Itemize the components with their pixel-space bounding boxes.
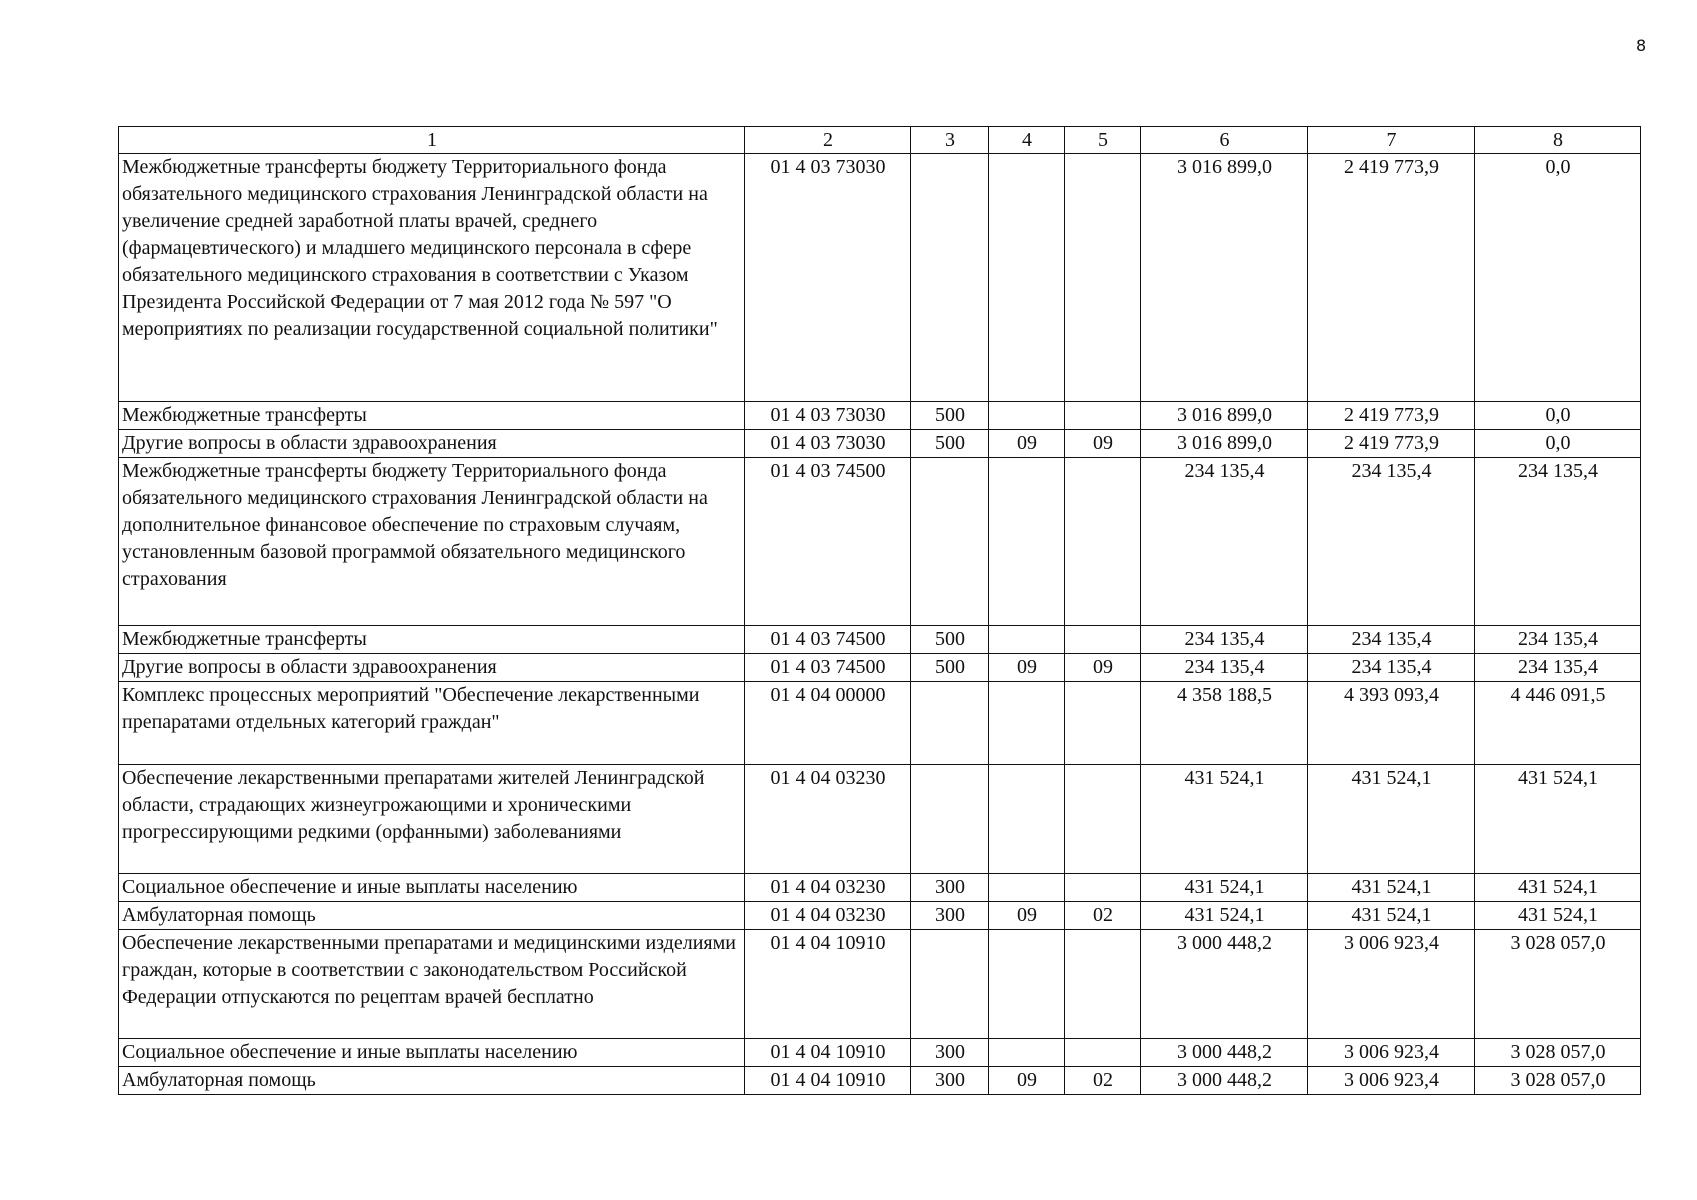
table-row <box>119 430 1641 458</box>
amount-cell: 234 135,4 <box>1308 626 1475 654</box>
table-row <box>119 902 1641 930</box>
subsection-cell <box>1065 154 1141 402</box>
amount-cell: 2 419 773,9 <box>1308 402 1475 430</box>
section-cell <box>989 682 1065 765</box>
section-cell <box>989 402 1065 430</box>
section-cell <box>989 154 1065 402</box>
amount-cell: 3 006 923,4 <box>1308 1039 1475 1067</box>
item-name-cell: Межбюджетные трансферты бюджету Территориального фонда обязательного медицинского страхования Ленинградской области на увеличение средней заработной платы врачей, среднего (фармацевтического) и младшего медицинского персонала в сфере обязательного медицинского страхования в соответствии с Указом Президента Российской Федерации от 7 мая 2012 года № 597 "О мероприятиях по реализации государственной социальной политики" <box>119 154 745 402</box>
target-code-cell: 01 4 04 10910 <box>745 1039 911 1067</box>
item-name-cell: Другие вопросы в области здравоохранения <box>119 430 745 458</box>
item-name-cell: Межбюджетные трансферты <box>119 402 745 430</box>
expense-type-cell: 500 <box>911 402 989 430</box>
amount-cell: 431 524,1 <box>1141 902 1308 930</box>
expense-type-cell: 300 <box>911 1039 989 1067</box>
target-code-cell: 01 4 04 03230 <box>745 902 911 930</box>
column-number-cell: 7 <box>1308 127 1475 154</box>
item-name-cell: Обеспечение лекарственными препаратами и медицинскими изделиями граждан, которые в соответствии с законодательством Российской Федерации отпускаются по рецептам врачей бесплатно <box>119 930 745 1039</box>
amount-cell: 3 000 448,2 <box>1141 930 1308 1039</box>
expense-type-cell: 300 <box>911 902 989 930</box>
expense-type-cell <box>911 458 989 626</box>
section-cell <box>989 626 1065 654</box>
column-number-cell: 3 <box>911 127 989 154</box>
table-row <box>119 765 1641 874</box>
target-code-cell: 01 4 04 03230 <box>745 765 911 874</box>
item-name-cell: Обеспечение лекарственными препаратами жителей Ленинградской области, страдающих жизнеугрожающими и хроническими прогрессирующими редкими (орфанными) заболеваниями <box>119 765 745 874</box>
amount-cell: 234 135,4 <box>1475 626 1641 654</box>
table-row <box>119 930 1641 1039</box>
subsection-cell <box>1065 874 1141 902</box>
amount-cell: 234 135,4 <box>1141 458 1308 626</box>
expense-type-cell: 300 <box>911 874 989 902</box>
expense-type-cell: 500 <box>911 654 989 682</box>
amount-cell: 431 524,1 <box>1475 902 1641 930</box>
section-cell <box>989 1039 1065 1067</box>
amount-cell: 0,0 <box>1475 402 1641 430</box>
amount-cell: 431 524,1 <box>1308 902 1475 930</box>
table-row <box>119 682 1641 765</box>
target-code-cell: 01 4 03 74500 <box>745 626 911 654</box>
column-number-cell: 5 <box>1065 127 1141 154</box>
amount-cell: 2 419 773,9 <box>1308 154 1475 402</box>
subsection-cell: 09 <box>1065 654 1141 682</box>
amount-cell: 431 524,1 <box>1141 765 1308 874</box>
column-number-cell: 6 <box>1141 127 1308 154</box>
table-row <box>119 654 1641 682</box>
column-number-cell: 8 <box>1475 127 1641 154</box>
amount-cell: 0,0 <box>1475 154 1641 402</box>
page-number: 8 <box>1636 36 1647 55</box>
amount-cell: 234 135,4 <box>1308 654 1475 682</box>
subsection-cell <box>1065 626 1141 654</box>
section-cell <box>989 874 1065 902</box>
amount-cell: 431 524,1 <box>1308 765 1475 874</box>
amount-cell: 431 524,1 <box>1308 874 1475 902</box>
target-code-cell: 01 4 04 10910 <box>745 930 911 1039</box>
subsection-cell <box>1065 765 1141 874</box>
subsection-cell: 02 <box>1065 902 1141 930</box>
target-code-cell: 01 4 03 74500 <box>745 654 911 682</box>
amount-cell: 3 006 923,4 <box>1308 930 1475 1039</box>
amount-cell: 4 393 093,4 <box>1308 682 1475 765</box>
section-cell: 09 <box>989 430 1065 458</box>
amount-cell: 234 135,4 <box>1141 654 1308 682</box>
amount-cell: 234 135,4 <box>1308 458 1475 626</box>
subsection-cell: 09 <box>1065 430 1141 458</box>
target-code-cell: 01 4 03 73030 <box>745 154 911 402</box>
expense-type-cell <box>911 930 989 1039</box>
amount-cell: 3 016 899,0 <box>1141 430 1308 458</box>
section-cell: 09 <box>989 1067 1065 1095</box>
subsection-cell <box>1065 930 1141 1039</box>
section-cell <box>989 765 1065 874</box>
section-cell: 09 <box>989 902 1065 930</box>
column-number-cell: 2 <box>745 127 911 154</box>
amount-cell: 234 135,4 <box>1141 626 1308 654</box>
amount-cell: 431 524,1 <box>1475 874 1641 902</box>
amount-cell: 3 028 057,0 <box>1475 1067 1641 1095</box>
section-cell <box>989 458 1065 626</box>
target-code-cell: 01 4 03 73030 <box>745 402 911 430</box>
table-row <box>119 402 1641 430</box>
section-cell: 09 <box>989 654 1065 682</box>
amount-cell: 3 000 448,2 <box>1141 1039 1308 1067</box>
item-name-cell: Амбулаторная помощь <box>119 902 745 930</box>
table-row <box>119 458 1641 626</box>
expense-type-cell: 500 <box>911 626 989 654</box>
item-name-cell: Амбулаторная помощь <box>119 1067 745 1095</box>
amount-cell: 3 016 899,0 <box>1141 154 1308 402</box>
amount-cell: 3 028 057,0 <box>1475 930 1641 1039</box>
amount-cell: 4 358 188,5 <box>1141 682 1308 765</box>
subsection-cell <box>1065 458 1141 626</box>
table-header-row <box>119 127 1641 154</box>
budget-table <box>118 126 1641 1095</box>
table-row <box>119 1067 1641 1095</box>
target-code-cell: 01 4 03 74500 <box>745 458 911 626</box>
amount-cell: 431 524,1 <box>1475 765 1641 874</box>
target-code-cell: 01 4 03 73030 <box>745 430 911 458</box>
table-row <box>119 874 1641 902</box>
expense-type-cell <box>911 765 989 874</box>
amount-cell: 431 524,1 <box>1141 874 1308 902</box>
expense-type-cell: 500 <box>911 430 989 458</box>
item-name-cell: Социальное обеспечение и иные выплаты населению <box>119 1039 745 1067</box>
table-row <box>119 626 1641 654</box>
table-row <box>119 154 1641 402</box>
item-name-cell: Межбюджетные трансферты <box>119 626 745 654</box>
amount-cell: 3 000 448,2 <box>1141 1067 1308 1095</box>
column-number-cell: 4 <box>989 127 1065 154</box>
target-code-cell: 01 4 04 10910 <box>745 1067 911 1095</box>
amount-cell: 234 135,4 <box>1475 458 1641 626</box>
subsection-cell <box>1065 682 1141 765</box>
amount-cell: 2 419 773,9 <box>1308 430 1475 458</box>
item-name-cell: Межбюджетные трансферты бюджету Территориального фонда обязательного медицинского страхования Ленинградской области на дополнительное финансовое обеспечение по страховым случаям, установленным базовой программой обязательного медицинского страхования <box>119 458 745 626</box>
expense-type-cell: 300 <box>911 1067 989 1095</box>
subsection-cell <box>1065 1039 1141 1067</box>
table-row <box>119 1039 1641 1067</box>
item-name-cell: Комплекс процессных мероприятий "Обеспечение лекарственными препаратами отдельных категорий граждан" <box>119 682 745 765</box>
section-cell <box>989 930 1065 1039</box>
amount-cell: 234 135,4 <box>1475 654 1641 682</box>
expense-type-cell <box>911 682 989 765</box>
column-number-cell: 1 <box>119 127 745 154</box>
item-name-cell: Социальное обеспечение и иные выплаты населению <box>119 874 745 902</box>
target-code-cell: 01 4 04 00000 <box>745 682 911 765</box>
item-name-cell: Другие вопросы в области здравоохранения <box>119 654 745 682</box>
target-code-cell: 01 4 04 03230 <box>745 874 911 902</box>
amount-cell: 3 016 899,0 <box>1141 402 1308 430</box>
amount-cell: 3 006 923,4 <box>1308 1067 1475 1095</box>
amount-cell: 4 446 091,5 <box>1475 682 1641 765</box>
subsection-cell <box>1065 402 1141 430</box>
subsection-cell: 02 <box>1065 1067 1141 1095</box>
expense-type-cell <box>911 154 989 402</box>
amount-cell: 0,0 <box>1475 430 1641 458</box>
amount-cell: 3 028 057,0 <box>1475 1039 1641 1067</box>
